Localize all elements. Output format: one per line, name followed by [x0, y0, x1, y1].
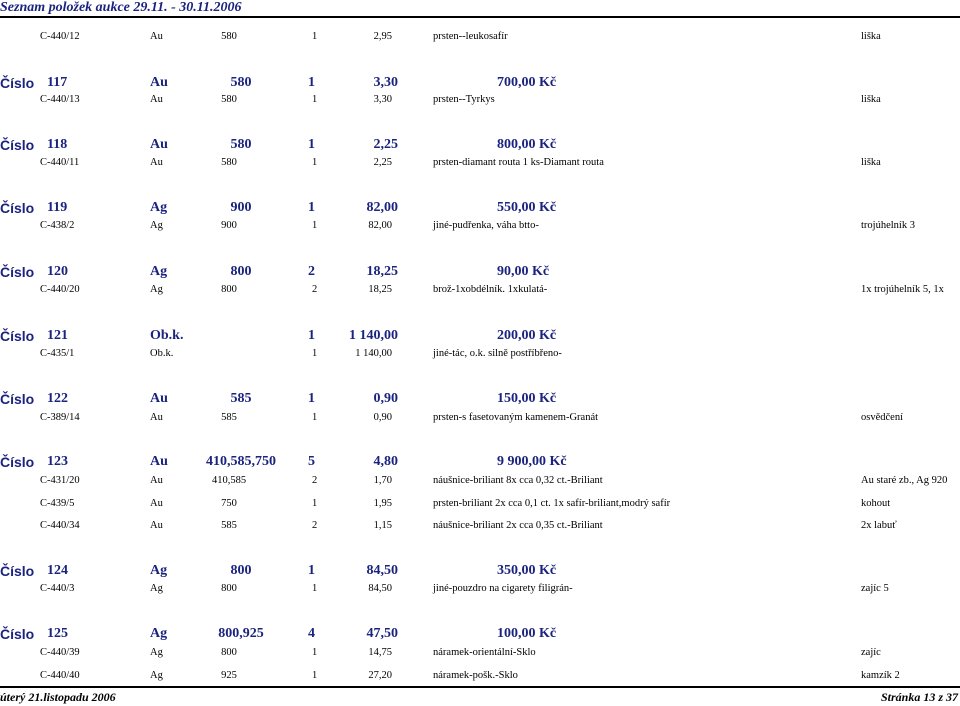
item-code: C-431/20	[40, 475, 80, 486]
lot-quantity: 1	[308, 137, 315, 152]
item-description: jiné-pouzdro na cigarety filigrán-	[433, 583, 573, 594]
lot-label: Číslo	[0, 75, 35, 91]
item-metal: Au	[150, 520, 163, 531]
item-description: jiné-tác, o.k. silně postříbřeno-	[433, 348, 562, 359]
item-metal: Au	[150, 94, 163, 105]
item-hallmark: osvědčení	[861, 412, 903, 423]
lot-weight: 84,50	[366, 563, 398, 578]
lot-metal: Au	[150, 454, 168, 469]
item-metal: Au	[150, 157, 163, 168]
lot-fineness: 800	[230, 264, 252, 279]
item-weight: 0,90	[373, 412, 392, 423]
item-hallmark: kohout	[861, 498, 891, 509]
item-description: náramek-pošk.-Sklo	[433, 670, 518, 681]
lot-number: 123	[47, 454, 68, 469]
item-fineness: 800	[221, 647, 237, 658]
lot-number: 124	[47, 563, 68, 578]
footer-page-number: Stránka 13 z 37	[880, 690, 958, 704]
item-description: prsten-briliant 2x cca 0,1 ct. 1x safír-briliant,modrý safír	[433, 498, 671, 509]
lot-weight: 18,25	[366, 264, 398, 279]
item-weight: 1,70	[373, 475, 392, 486]
lot-metal: Ag	[150, 626, 168, 641]
item-weight: 18,25	[368, 284, 392, 295]
lot-fineness: 900	[230, 200, 252, 215]
lot-weight: 47,50	[366, 626, 398, 641]
lot-number: 125	[47, 626, 68, 641]
lot-quantity: 1	[308, 75, 315, 90]
item-weight: 84,50	[368, 583, 392, 594]
lot-price: 100,00 Kč	[497, 626, 557, 641]
item-code: C-440/12	[40, 31, 80, 42]
item-hallmark: liška	[861, 94, 881, 105]
lot-price: 550,00 Kč	[497, 200, 557, 215]
item-weight: 27,20	[368, 670, 392, 681]
item-fineness: 900	[221, 220, 237, 231]
lot-label: Číslo	[0, 563, 35, 579]
lot-label: Číslo	[0, 137, 35, 153]
item-metal: Ob.k.	[150, 348, 174, 359]
item-code: C-389/14	[40, 412, 80, 423]
lot-quantity: 5	[308, 454, 315, 469]
item-description: náušnice-briliant 8x cca 0,32 ct.-Briliant	[433, 475, 603, 486]
item-quantity: 1	[312, 157, 318, 168]
item-hallmark: 1x trojúhelník 5, 1x	[861, 284, 944, 295]
lot-price: 700,00 Kč	[497, 75, 557, 90]
lot-weight: 1 140,00	[349, 328, 398, 343]
item-hallmark: kamzík 2	[861, 670, 900, 681]
item-quantity: 1	[312, 412, 318, 423]
lot-price: 200,00 Kč	[497, 328, 557, 343]
lot-weight: 4,80	[373, 454, 398, 469]
lot-price: 9 900,00 Kč	[497, 454, 567, 469]
item-weight: 2,95	[373, 31, 392, 42]
item-fineness: 800	[221, 284, 237, 295]
item-code: C-440/3	[40, 583, 75, 594]
lot-metal: Au	[150, 391, 168, 406]
lot-number: 121	[47, 328, 68, 343]
lot-price: 800,00 Kč	[497, 137, 557, 152]
lot-label: Číslo	[0, 454, 35, 470]
lot-number: 122	[47, 391, 68, 406]
item-hallmark: liška	[861, 157, 881, 168]
item-fineness: 580	[221, 157, 237, 168]
lot-metal: Ag	[150, 200, 168, 215]
lot-price: 90,00 Kč	[497, 264, 550, 279]
item-code: C-438/2	[40, 220, 75, 231]
item-fineness: 580	[221, 31, 237, 42]
lot-metal: Ag	[150, 264, 168, 279]
lot-price: 350,00 Kč	[497, 563, 557, 578]
item-metal: Au	[150, 31, 163, 42]
lot-metal: Au	[150, 75, 168, 90]
lot-weight: 0,90	[373, 391, 398, 406]
lot-quantity: 1	[308, 328, 315, 343]
item-weight: 3,30	[373, 94, 392, 105]
lot-number: 120	[47, 264, 68, 279]
item-weight: 82,00	[368, 220, 392, 231]
item-code: C-439/5	[40, 498, 75, 509]
lot-fineness: 585	[230, 391, 252, 406]
footer-rule	[0, 686, 960, 688]
item-weight: 2,25	[373, 157, 392, 168]
lot-fineness: 410,585,750	[206, 454, 276, 469]
item-weight: 14,75	[368, 647, 392, 658]
item-hallmark: zajíc	[861, 647, 881, 658]
item-description: jiné-pudřenka, váha btto-	[433, 220, 539, 231]
item-metal: Ag	[150, 583, 163, 594]
item-hallmark: liška	[861, 31, 881, 42]
lot-fineness: 580	[230, 137, 252, 152]
item-fineness: 750	[221, 498, 237, 509]
item-metal: Ag	[150, 284, 163, 295]
item-quantity: 1	[312, 31, 318, 42]
item-quantity: 1	[312, 220, 318, 231]
lot-quantity: 4	[308, 626, 315, 641]
lot-label: Číslo	[0, 328, 35, 344]
lot-quantity: 1	[308, 200, 315, 215]
item-fineness: 585	[221, 520, 237, 531]
lot-number: 119	[47, 200, 68, 215]
item-code: C-440/20	[40, 284, 80, 295]
item-fineness: 410,585	[211, 475, 247, 486]
item-description: náramek-orientální-Sklo	[433, 647, 536, 658]
lot-quantity: 2	[308, 264, 315, 279]
item-hallmark: Au staré zb., Ag 920	[861, 475, 948, 486]
lot-metal: Ob.k.	[150, 328, 184, 343]
item-quantity: 2	[312, 475, 318, 486]
item-metal: Au	[150, 475, 163, 486]
item-code: C-440/34	[40, 520, 80, 531]
lot-number: 118	[47, 137, 68, 152]
item-fineness: 800	[221, 583, 237, 594]
item-quantity: 1	[312, 94, 318, 105]
item-quantity: 1	[312, 647, 318, 658]
item-code: C-440/39	[40, 647, 80, 658]
lot-quantity: 1	[308, 391, 315, 406]
item-quantity: 1	[312, 583, 318, 594]
lot-weight: 3,30	[373, 75, 398, 90]
lot-quantity: 1	[308, 563, 315, 578]
lot-label: Číslo	[0, 264, 35, 280]
item-quantity: 2	[312, 284, 318, 295]
item-hallmark: trojúhelník 3	[861, 220, 915, 231]
item-hallmark: zajíc 5	[861, 583, 889, 594]
lot-label: Číslo	[0, 200, 35, 216]
item-code: C-435/1	[40, 348, 75, 359]
page-title: Seznam položek aukce 29.11. - 30.11.2006	[0, 0, 242, 15]
item-quantity: 1	[312, 498, 318, 509]
footer-date: úterý 21.listopadu 2006	[0, 690, 116, 704]
item-weight: 1 140,00	[355, 348, 392, 359]
item-weight: 1,95	[373, 498, 392, 509]
item-metal: Ag	[150, 647, 163, 658]
item-description: prsten-s fasetovaným kamenem-Granát	[433, 412, 599, 423]
item-description: prsten--Tyrkys	[433, 94, 495, 105]
item-fineness: 925	[221, 670, 237, 681]
lot-weight: 82,00	[366, 200, 398, 215]
item-code: C-440/40	[40, 670, 80, 681]
item-description: prsten-diamant routa 1 ks-Diamant routa	[433, 157, 604, 168]
lot-number: 117	[47, 75, 68, 90]
lot-metal: Ag	[150, 563, 168, 578]
item-fineness: 580	[221, 94, 237, 105]
header-rule	[0, 16, 960, 18]
item-metal: Au	[150, 412, 163, 423]
lot-fineness: 800,925	[218, 626, 264, 641]
lot-label: Číslo	[0, 391, 35, 407]
item-fineness: 585	[221, 412, 237, 423]
item-metal: Ag	[150, 220, 163, 231]
lot-label: Číslo	[0, 626, 35, 642]
item-description: brož-1xobdélník. 1xkulatá-	[433, 284, 548, 295]
item-code: C-440/11	[40, 157, 80, 168]
item-quantity: 1	[312, 670, 318, 681]
item-description: prsten--leukosafír	[433, 31, 508, 42]
item-description: náušnice-briliant 2x cca 0,35 ct.-Briliant	[433, 520, 603, 531]
item-metal: Au	[150, 498, 163, 509]
lot-price: 150,00 Kč	[497, 391, 557, 406]
item-quantity: 1	[312, 348, 318, 359]
item-quantity: 2	[312, 520, 318, 531]
item-metal: Ag	[150, 670, 163, 681]
lot-metal: Au	[150, 137, 168, 152]
item-code: C-440/13	[40, 94, 80, 105]
item-weight: 1,15	[373, 520, 392, 531]
lot-weight: 2,25	[373, 137, 398, 152]
lot-fineness: 580	[230, 75, 252, 90]
lot-fineness: 800	[230, 563, 252, 578]
item-hallmark: 2x labuť	[861, 520, 897, 531]
